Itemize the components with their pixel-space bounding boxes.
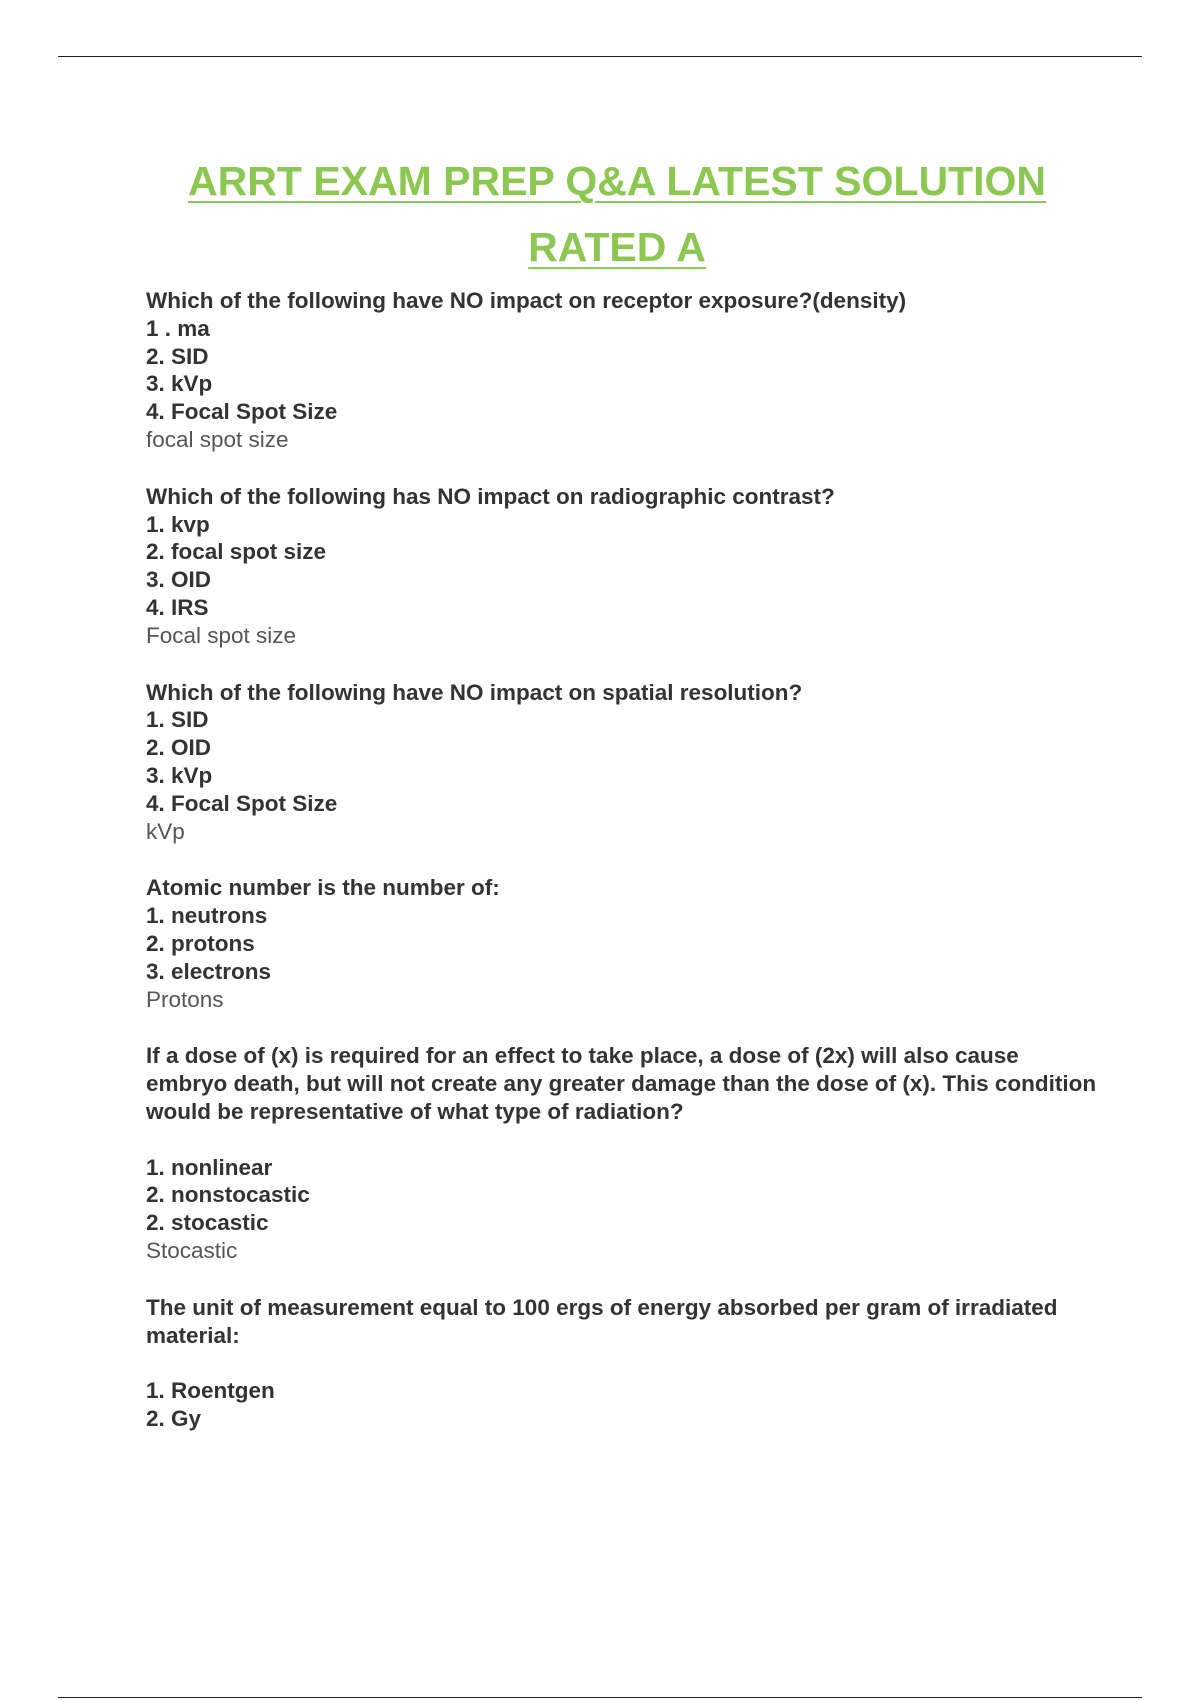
option: 1 . ma	[146, 315, 210, 341]
question-text: Which of the following have NO impact on receptor exposure?(density)	[146, 288, 907, 313]
option: 4. IRS	[146, 594, 209, 620]
option-list	[146, 1154, 1106, 1237]
option: 3. OID	[146, 567, 212, 593]
option: 3. kVp	[146, 371, 213, 397]
question-text: Atomic number is the number of:	[146, 875, 500, 901]
answer-text: focal spot size	[146, 426, 289, 452]
question-text: The unit of measurement equal to 100 ergs of energy absorbed per gram of irradiated material:	[146, 1294, 1058, 1348]
option-list	[146, 706, 1106, 817]
answer-text: kVp	[146, 818, 185, 844]
option: 2. nonstocastic	[146, 1182, 310, 1208]
answer-text: Protons	[146, 986, 224, 1012]
option: 2. protons	[146, 930, 255, 956]
option: 2. focal spot size	[146, 539, 327, 565]
option: 1. nonlinear	[146, 1154, 273, 1180]
option: 1. SID	[146, 707, 209, 733]
answer-text: Stocastic	[146, 1237, 238, 1263]
qa-item-5	[146, 1042, 1106, 1264]
qa-item-4	[146, 874, 1106, 1013]
option: 4. Focal Spot Size	[146, 399, 338, 425]
document-title	[0, 148, 1200, 280]
option: 1. Roentgen	[146, 1378, 275, 1404]
option-list	[146, 315, 1106, 426]
option: 2. SID	[146, 343, 209, 369]
title-line-2: RATED A	[528, 224, 706, 270]
option-list	[146, 511, 1106, 622]
footer-rule	[58, 1697, 1142, 1698]
qa-item-3	[146, 679, 1106, 846]
qa-item-2	[146, 483, 1106, 650]
option: 4. Focal Spot Size	[146, 790, 338, 816]
title-line-1: ARRT EXAM PREP Q&A LATEST SOLUTION	[188, 158, 1046, 204]
option: 1. kvp	[146, 511, 210, 537]
option: 3. electrons	[146, 958, 272, 984]
option-list	[146, 1377, 1106, 1433]
option: 2. OID	[146, 735, 212, 761]
qa-list	[146, 287, 1106, 1462]
option-list	[146, 902, 1106, 985]
question-text: If a dose of (x) is required for an effect to take place, a dose of (2x) will also cause embryo death, but will not create any greater damage than the dose of (x). This condition would be representative of what type of radiation?	[146, 1043, 1097, 1124]
qa-item-6	[146, 1294, 1106, 1433]
question-text: Which of the following have NO impact on spatial resolution?	[146, 679, 803, 705]
option: 3. kVp	[146, 762, 213, 788]
option: 1. neutrons	[146, 903, 268, 929]
qa-item-1	[146, 287, 1106, 454]
option: 2. stocastic	[146, 1210, 269, 1236]
question-text: Which of the following has NO impact on radiographic contrast?	[146, 483, 835, 509]
option: 2. Gy	[146, 1405, 202, 1431]
header-rule	[58, 56, 1142, 57]
answer-text: Focal spot size	[146, 622, 297, 648]
